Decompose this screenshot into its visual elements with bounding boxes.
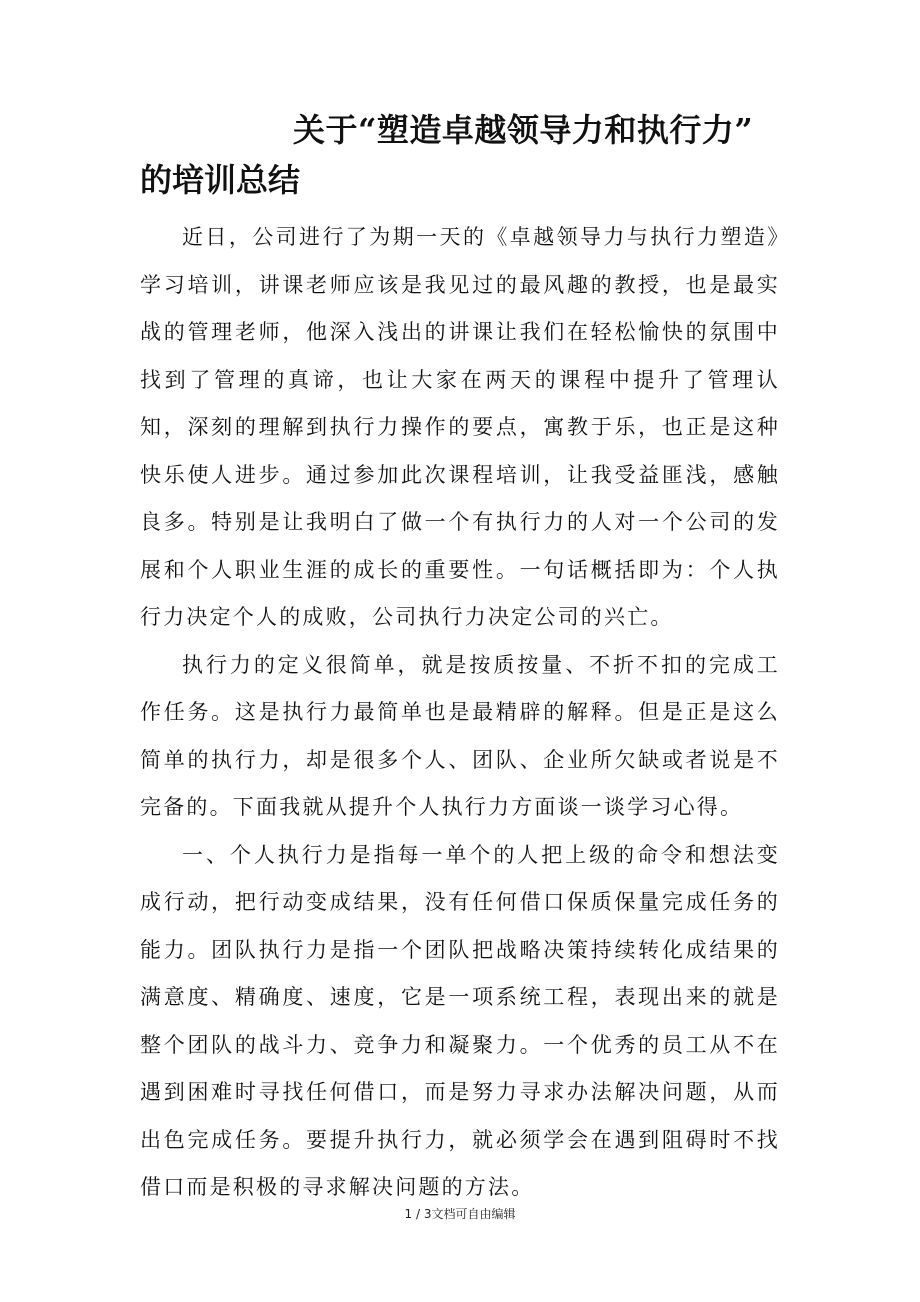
paragraph-3: 一、个人执行力是指每一单个的人把上级的命令和想法变成行动，把行动变成结果，没有任何借口保质保量完成任务的能力。团队执行力是指一个团队把战略决策持续转化成结果的满意度、精确度、速度，它是一项系统工程，表现出来的就是整个团队的战斗力、竞争力和凝聚力。一个优秀的员工从不在遇到困难时寻找任何借口，而是努力寻求办法解决问题，从而出色完成任务。要提升执行力，就必须学会在遇到阻碍时不找借口而是积极的寻求解决问题的方法。: [140, 842, 780, 1199]
document-body: [140, 214, 780, 1212]
page-footer: 1 / 3文档可自由编辑: [404, 1207, 516, 1221]
paragraph-2: 执行力的定义很简单，就是按质按量、不折不扣的完成工作任务。这是执行力最简单也是最精辟的解释。但是正是这么简单的执行力，却是很多个人、团队、企业所欠缺或者说是不完备的。下面我就从提升个人执行力方面谈一谈学习心得。: [140, 652, 780, 819]
document-title-line-2: 的培训总结: [140, 161, 301, 199]
paragraph-1: 近日，公司进行了为期一天的《卓越领导力与执行力塑造》学习培训，讲课老师应该是我见过的最风趣的教授，也是最实战的管理老师，他深入浅出的讲课让我们在轻松愉快的氛围中找到了管理的真谛，也让大家在两天的课程中提升了管理认知，深刻的理解到执行力操作的要点，寓教于乐，也正是这种快乐使人进步。通过参加此次课程培训，让我受益匪浅，感触良多。特别是让我明白了做一个有执行力的人对一个公司的发展和个人职业生涯的成长的重要性。一句话概括即为：个人执行力决定个人的成败，公司执行力决定公司的兴亡。: [140, 225, 780, 629]
document-title-line-1: 关于“塑造卓越领导力和执行力”: [293, 111, 754, 149]
